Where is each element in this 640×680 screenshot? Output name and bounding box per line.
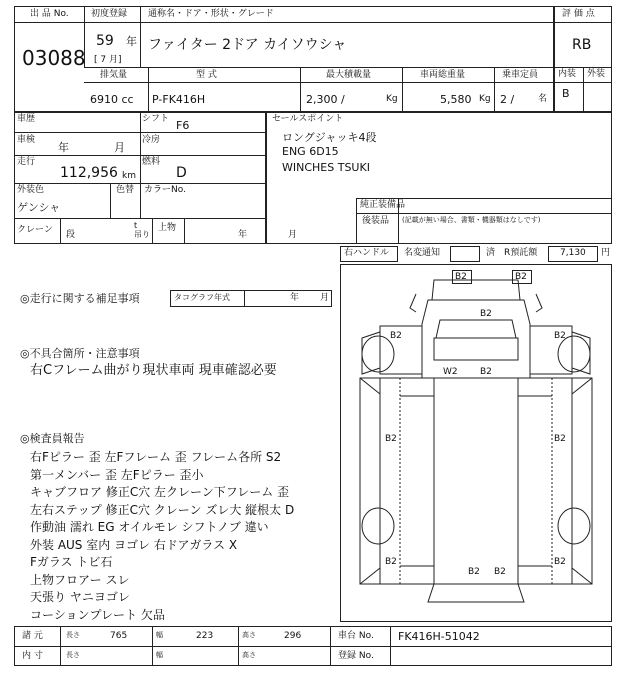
color-change-label: 色替 [116,185,135,195]
mileage-unit: km [122,171,136,181]
interior-grade: B [562,87,570,100]
model-value: P-FK416H [152,93,206,106]
inspector-line: 第一メンバー 歪 左Fピラー 歪小 [30,467,204,482]
genuine-equipment-label: 純正装備品 [360,200,406,210]
damage-mark-windshield: W2 [443,367,458,377]
inspection-label: 車検 [17,135,36,145]
inspector-line: 天張り ヤニヨゴレ [30,590,130,604]
length-value: 765 [110,631,128,641]
name-label: 通称名・ドア・形状・グレード [148,9,274,19]
aftermarket-label: 後装品 [362,216,390,226]
inspector-report-label: ◎検査員報告 [20,432,85,445]
displacement-value: 6910 cc [90,93,134,106]
tacho-label: タコグラフ年式 [174,293,230,302]
sales-points-label: セールスポイント [272,114,344,124]
tacho-month: 月 [320,293,330,303]
inspection-year: 年 [58,141,69,154]
aircon-label: 冷房 [142,135,161,145]
crane-label: クレーン [17,225,53,235]
name-change-label: 名変通知 [404,248,441,258]
first-reg-label: 初度登録 [91,9,128,19]
mileage-value: 112,956 [60,165,118,181]
shift-value: F6 [176,119,190,132]
gross-weight-unit: Kg [479,94,491,104]
reg-month: [ 7 月] [94,55,122,65]
length-label: 長さ [66,631,80,639]
damage-mark-bed-rear-left: B2 [385,557,397,567]
length-label-2: 長さ [66,651,80,659]
name-change-box [450,246,480,262]
rhd-label: 右ハンドル [344,248,390,258]
damage-mark-top-left: B2 [455,272,467,282]
body-month: 月 [288,230,298,240]
inspection-month: 月 [114,141,125,154]
capacity-unit: 名 [538,94,548,104]
crane-stage: 段 [66,230,76,240]
damage-mark-top-right: B2 [515,272,527,282]
gross-weight-value: 5,580 [440,93,472,106]
registration-no-label: 登録 No. [338,651,374,661]
damage-mark-bed-left: B2 [385,434,397,444]
rating-value: RB [572,37,592,53]
sales-point-line: ENG 6D15 [282,145,339,158]
driving-notes-label: ◎走行に関する補足事項 [20,292,140,305]
width-label-2: 幅 [156,651,163,659]
inspector-line: 外装 AUS 室内 ヨゴレ 右ドアガラス X [30,537,238,552]
body-year: 年 [238,230,248,240]
height-value: 296 [284,631,302,641]
exterior-color-value: ゲンシャ [17,201,61,214]
capacity-value: 2 / [500,93,515,106]
recycle-fee-unit: 円 [601,248,611,258]
width-value: 223 [196,631,214,641]
damage-mark-bottom-right: B2 [494,567,506,577]
model-label: 型 式 [196,70,217,80]
sales-point-line: ロングジャッキ4段 [282,131,377,144]
inspector-line: コーションプレート 欠品 [30,607,165,622]
defect-label: ◎不具合箇所・注意事項 [20,347,140,360]
mileage-label: 走行 [17,157,36,167]
max-load-label: 最大積載量 [326,70,372,80]
recycle-fee-label: R預託額 [504,248,538,258]
height-label-2: 高さ [242,651,256,659]
damage-mark-bed-right: B2 [554,434,566,444]
height-label: 高さ [242,631,256,639]
crane-lift: t 吊り [134,221,150,239]
recycle-status: 済 [486,248,496,258]
damage-mark-cab-right: B2 [554,331,566,341]
inspector-line: 上物フロアー スレ [30,572,130,587]
aftermarket-note: (記載が無い場合、書類・機器類はなしです) [402,216,541,224]
inspector-line: Fガラス トビ石 [30,555,113,569]
inspector-line: 作動油 濡れ EG オイルモレ シフトノブ 違い [30,520,269,534]
lot-no-label: 出 品 No. [30,9,69,19]
damage-mark-cab-top: B2 [480,309,492,319]
inspector-report-list [30,448,294,623]
damage-mark-cab-bottom: B2 [480,367,492,377]
exterior-grade-label: 外装 [587,69,606,79]
reg-year-unit: 年 [126,35,137,48]
damage-mark-cab-left: B2 [390,331,402,341]
damage-mark-bed-rear-right: B2 [554,557,566,567]
specs-dim-label: 諸 元 [22,631,43,641]
exterior-color-label: 外装色 [17,185,45,195]
history-label: 車歴 [17,114,36,124]
displacement-label: 排気量 [100,70,128,80]
vehicle-name: ファイター 2ドア カイソウシャ [148,37,347,53]
damage-mark-bottom-left: B2 [468,567,480,577]
body-label: 上物 [158,223,177,233]
gross-weight-label: 車両総重量 [420,70,466,80]
recycle-fee: 7,130 [560,248,586,258]
reg-year: 59 [96,33,114,49]
chassis-no-label: 車台 No. [338,631,374,641]
lot-number: 03088 [22,46,86,70]
color-no-label: カラーNo. [144,185,186,195]
inspector-line: 右Fピラー 歪 左Fフレーム 歪 フレーム各所 S2 [30,450,282,464]
defect-text: 右Cフレーム曲がり現状車両 現車確認必要 [30,363,277,378]
width-label: 幅 [156,631,163,639]
sales-points-list [282,129,377,177]
rating-label: 評 価 点 [562,9,595,19]
fuel-value: D [176,165,187,181]
max-load-unit: Kg [386,94,398,104]
shift-label: シフト [142,114,170,124]
tacho-year: 年 [290,293,300,303]
interior-grade-label: 内装 [558,69,577,79]
max-load-value: 2,300 / [306,93,345,106]
inspector-line: キャブフロア 修正C穴 左クレーン下フレーム 歪 [30,485,290,499]
capacity-label: 乗車定員 [502,70,539,80]
chassis-no: FK416H-51042 [398,630,480,643]
inspector-line: 左右ステップ 修正C穴 クレーン ズレ大 縦根太 D [30,502,295,517]
interior-dim-label: 内 寸 [22,651,43,661]
fuel-label: 燃料 [142,157,161,167]
sales-point-line: WINCHES TSUKI [282,161,370,174]
